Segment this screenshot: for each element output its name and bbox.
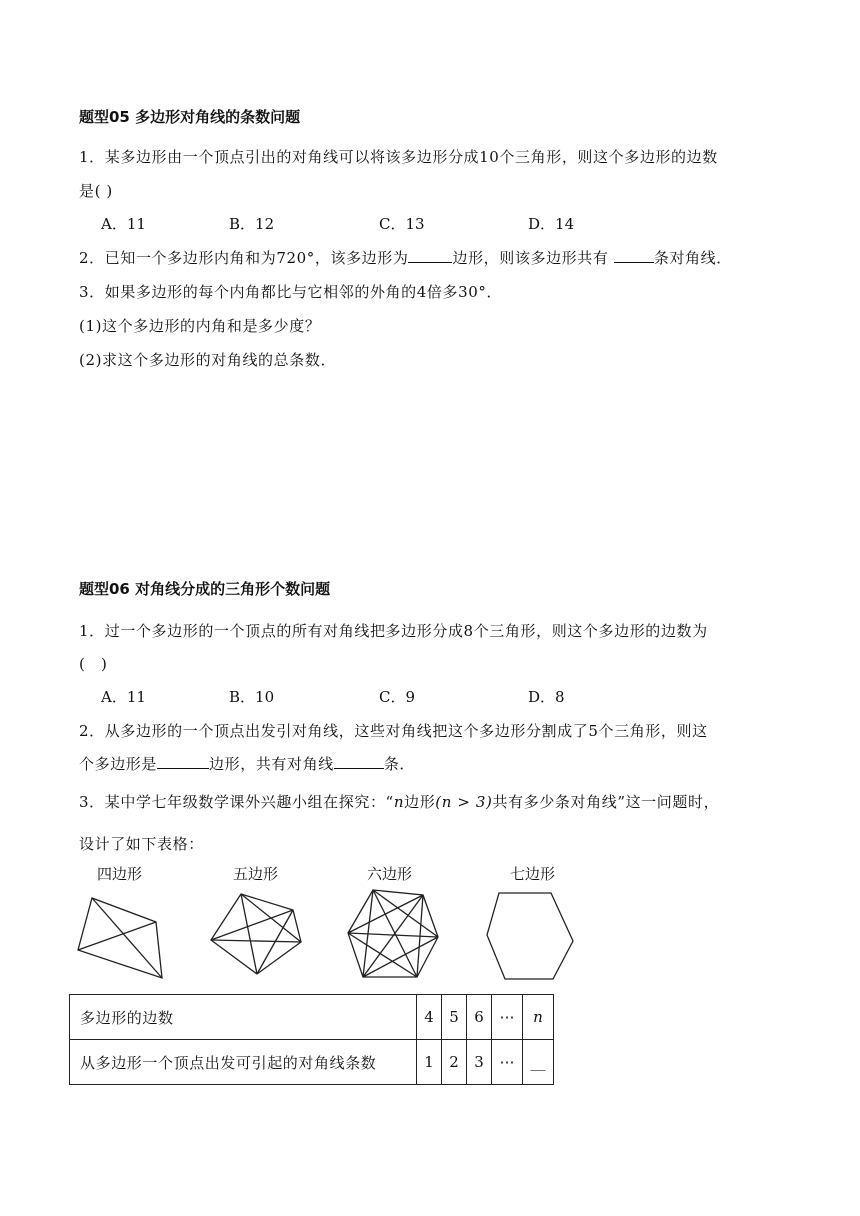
pentagon-figure: [205, 888, 307, 980]
answer-blank[interactable]: [334, 754, 384, 769]
heptagon-outline: [487, 893, 573, 979]
table-row: [70, 995, 554, 1040]
table-cell: 1: [417, 1040, 442, 1085]
s2-q1-option-c: C．9: [379, 688, 416, 706]
s2-q2-line1: 2．从多边形的一个顶点出发引对角线，这些对角线把这个多边形分割成了5个三角形，则这: [79, 722, 708, 740]
s2-q2-text-1: 个多边形是: [79, 755, 158, 773]
label-quadrilateral: 四边形: [97, 865, 143, 883]
table-cell: n: [523, 995, 554, 1040]
table-cell: 5: [442, 995, 467, 1040]
s1-q1-option-a: A．11: [101, 215, 146, 233]
s2-q3-text-3: 共有多少条对角线”这一问题时，: [492, 793, 720, 811]
table-cell: 3: [467, 1040, 492, 1085]
s1-q3: 3．如果多边形的每个内角都比与它相邻的外角的4倍多30°．: [79, 283, 503, 301]
label-hexagon: 六边形: [367, 865, 413, 883]
section-05-title: 题型05 多边形对角线的条数问题: [79, 108, 301, 126]
s2-q2-line2: [79, 753, 415, 774]
s2-q1-option-a: A．11: [101, 688, 146, 706]
s2-q3-line1: [79, 791, 719, 812]
row-header-diagonals: 从多边形一个顶点出发可引起的对角线条数: [70, 1040, 417, 1085]
answer-blank[interactable]: [157, 754, 209, 769]
diagonal-line: [348, 933, 417, 977]
s2-q1-option-d: D．8: [528, 688, 565, 706]
s1-q2-text-2: 边形，则该多边形共有: [452, 249, 614, 267]
answer-blank[interactable]: [614, 248, 654, 263]
s2-q1-line1: 1．过一个多边形的一个顶点的所有对角线把多边形分成8个三角形，则这个多边形的边数为: [79, 622, 708, 640]
s1-q2-text-1: 2．已知一个多边形内角和为720°，该多边形为: [79, 249, 409, 267]
condition-n-gt-3: (n > 3): [435, 793, 493, 811]
section-06-title: 题型06 对角线分成的三角形个数问题: [79, 580, 331, 598]
diagonal-line: [373, 890, 438, 937]
diagonal-line: [211, 940, 301, 942]
quadrilateral-figure: [70, 890, 170, 985]
s2-q3-text-2: 边形: [404, 793, 436, 811]
diagonal-line: [241, 894, 257, 974]
label-heptagon: 七边形: [510, 865, 556, 883]
s1-q2-text-3: 条对角线．: [653, 249, 732, 267]
heptagon-figure: [483, 885, 579, 985]
s1-q1-option-c: C．13: [379, 215, 425, 233]
s1-q1-line2: 是( ): [79, 182, 113, 200]
s1-q1-option-b: B．12: [229, 215, 275, 233]
table-cell: ⋯: [492, 1040, 523, 1085]
s1-q3-sub2: (2)求这个多边形的对角线的总条数．: [79, 351, 337, 369]
s2-q2-text-2: 边形，共有对角线: [209, 755, 334, 773]
table-cell: 6: [467, 995, 492, 1040]
diagonal-count-table: [69, 994, 554, 1085]
table-row: [70, 1040, 554, 1085]
answer-blank-cell[interactable]: __: [523, 1040, 554, 1085]
s1-q3-sub1: (1)这个多边形的内角和是多少度？: [79, 317, 321, 335]
s2-q3-line2: 设计了如下表格：: [79, 835, 204, 853]
answer-blank[interactable]: [408, 248, 452, 263]
table-cell: 2: [442, 1040, 467, 1085]
variable-n: n: [393, 793, 405, 811]
quadrilateral-outline: [78, 898, 162, 978]
row-header-sides: 多边形的边数: [70, 995, 417, 1040]
s2-q1-line2: ( ): [79, 655, 108, 673]
s2-q2-text-3: 条．: [383, 755, 416, 773]
s1-q2: [79, 247, 732, 268]
s1-q1-option-d: D．14: [528, 215, 575, 233]
s2-q1-option-b: B．10: [229, 688, 275, 706]
table-cell: ⋯: [492, 995, 523, 1040]
table-cell: 4: [417, 995, 442, 1040]
label-pentagon: 五边形: [233, 865, 279, 883]
s1-q1-line1: 1．某多边形由一个顶点引出的对角线可以将该多边形分成10个三角形，则这个多边形的边数: [79, 148, 718, 166]
s2-q3-text-1: 3．某中学七年级数学课外兴趣小组在探究：“: [79, 793, 394, 811]
hexagon-figure: [343, 885, 443, 985]
